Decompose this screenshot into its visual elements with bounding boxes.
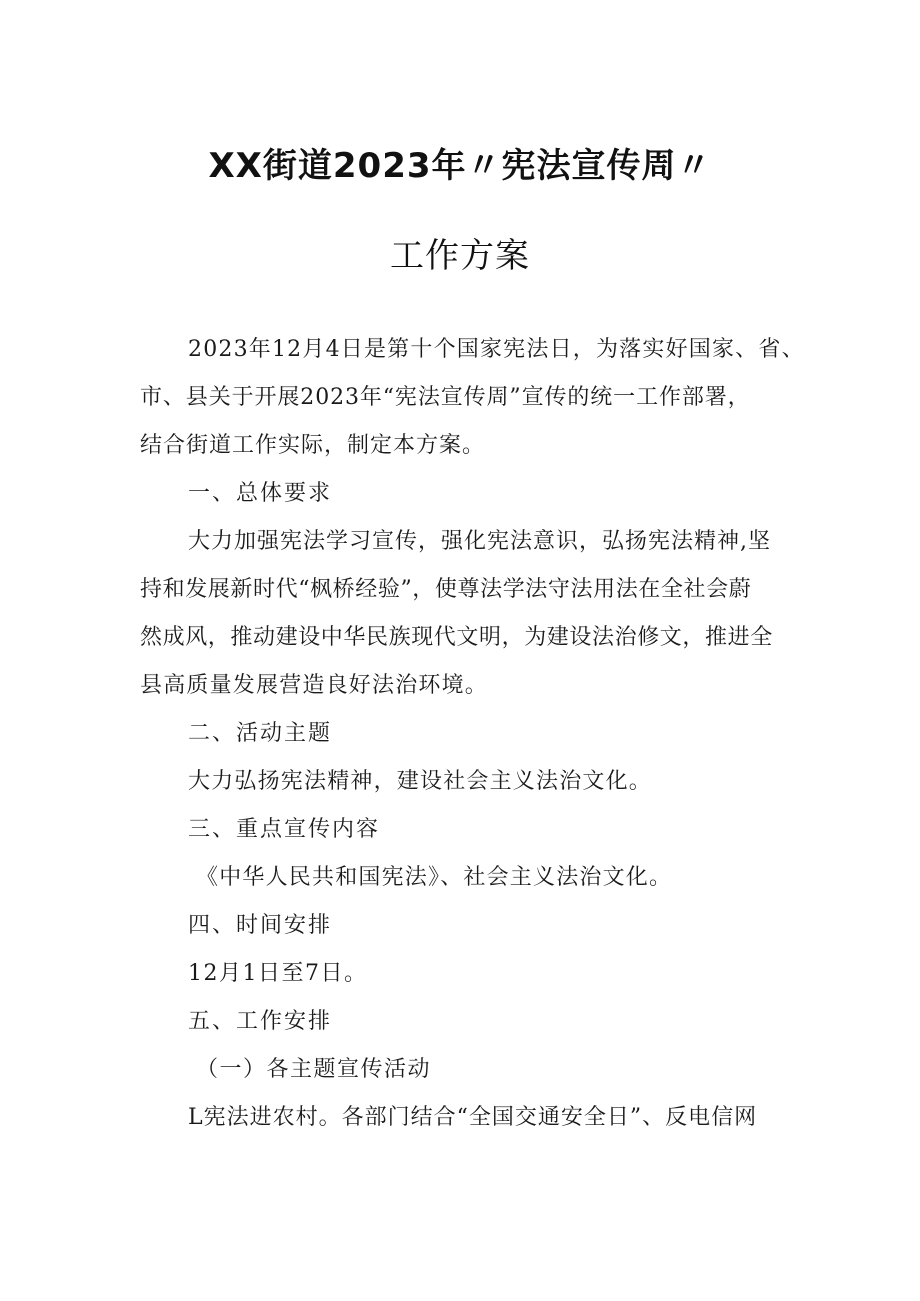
document-title: XX街道2023年〃宪法宣传周〃 bbox=[208, 146, 712, 186]
paragraph-theme: 大力弘扬宪法精神，建设社会主义法治文化。 bbox=[188, 769, 653, 794]
paragraph-intro-line-3: 结合街道工作实际，制定本方案。 bbox=[140, 433, 486, 458]
section-heading-4: 四、时间安排 bbox=[188, 913, 333, 938]
paragraph-requirements-line-1: 大力加强宪法学习宣传，强化宪法意识，弘扬宪法精神,坚 bbox=[188, 529, 771, 554]
document-subtitle: 工作方案 bbox=[390, 236, 530, 276]
paragraph-requirements-line-3: 然成风，推动建设中华民族现代文明，为建设法治修文，推进全 bbox=[140, 625, 773, 650]
paragraph-intro-line-2: 市、县关于开展2023年“宪法宣传周”宣传的统一工作部署， bbox=[140, 385, 751, 410]
paragraph-requirements-line-4: 县高质量发展营造良好法治环境。 bbox=[140, 673, 489, 698]
paragraph-activity-1: L宪法进农村。各部门结合“全国交通安全日”、反电信网 bbox=[188, 1105, 758, 1130]
paragraph-intro-line-1: 2023年12月4日是第十个国家宪法日，为落实好国家、省、 bbox=[188, 337, 805, 362]
section-heading-1: 一、总体要求 bbox=[188, 481, 333, 506]
section-heading-2: 二、活动主题 bbox=[188, 721, 333, 746]
paragraph-schedule: 12月1日至7日。 bbox=[188, 961, 368, 986]
section-heading-3: 三、重点宣传内容 bbox=[188, 817, 381, 842]
paragraph-content: 《中华人民共和国宪法》、社会主义法治文化。 bbox=[196, 865, 673, 890]
subsection-heading-1: （一）各主题宣传活动 bbox=[196, 1057, 432, 1082]
section-heading-5: 五、工作安排 bbox=[188, 1009, 333, 1034]
paragraph-requirements-line-2: 持和发展新时代“枫桥经验”，使尊法学法守法用法在全社会蔚 bbox=[140, 577, 752, 602]
